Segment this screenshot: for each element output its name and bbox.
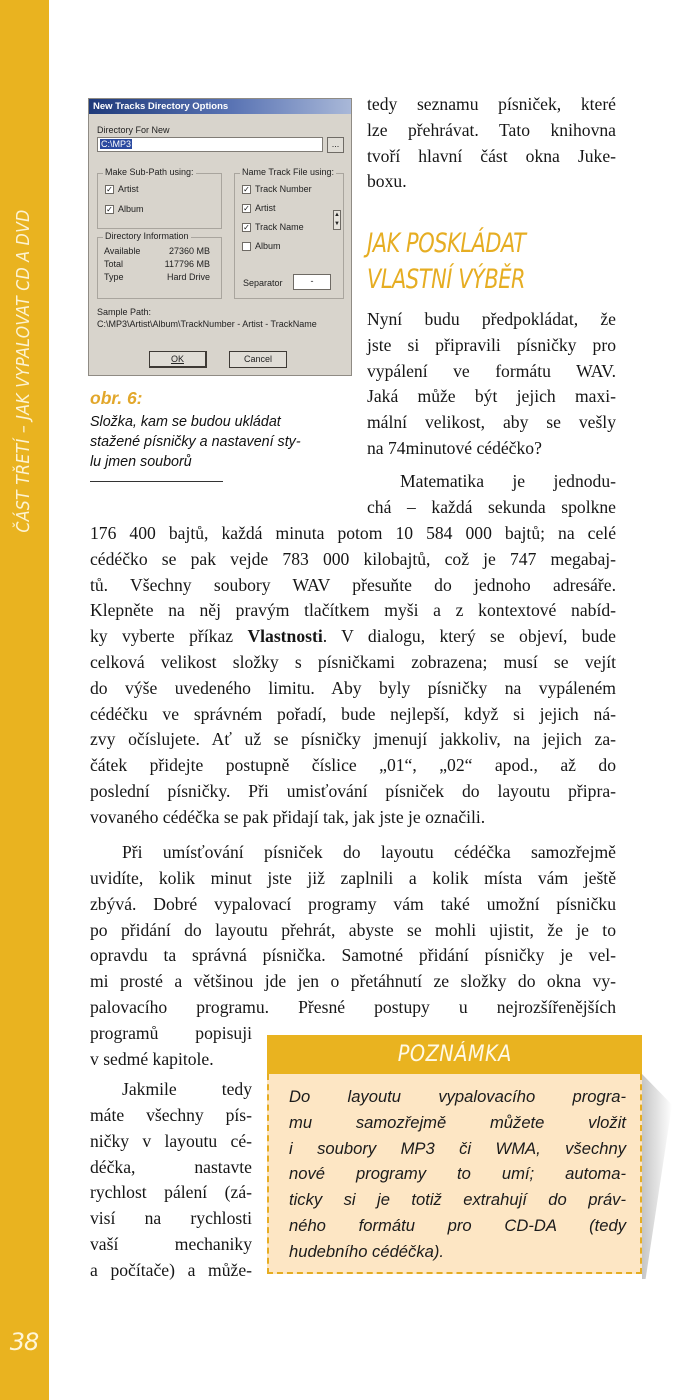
directory-info-group	[97, 231, 222, 299]
figure-label: obr. 6:	[90, 388, 143, 408]
info-value: Hard Drive	[166, 272, 210, 282]
text-line: a počítače) a může-	[90, 1259, 252, 1280]
text-line: palovacího programu. Přesné postupy u nejrozšířenějších	[90, 996, 616, 1017]
paragraph-math	[90, 521, 616, 831]
info-value: 117796 MB	[164, 259, 210, 269]
cancel-button[interactable]	[229, 351, 287, 368]
text-line: tedy seznamu písniček, které	[367, 94, 616, 114]
info-key: Available	[104, 246, 141, 256]
text-line: boxu.	[367, 171, 407, 192]
separator-input[interactable]: -	[293, 274, 331, 290]
text-line: tvoří hlavní část okna Juke-	[367, 145, 616, 166]
text-line: jste si připravili písničky pro	[367, 334, 616, 355]
text-line: vovaného cédéčka se pak přidají tak, jak jste je označili.	[90, 806, 486, 827]
info-row	[104, 259, 210, 269]
info-value: 27360 MB	[168, 246, 210, 256]
note-line: mu samozřejmě můžete vložit	[289, 1112, 626, 1132]
track-artist-checkbox[interactable]	[242, 203, 276, 213]
text-line: Nyní budu předpokládat, že	[367, 309, 616, 329]
text-line: vypálení ve formátu WAV.	[367, 360, 616, 381]
note-line: ného formátu pro CD-DA (tedy	[289, 1215, 626, 1235]
ok-label: OK	[170, 354, 184, 364]
check-icon: ✓	[243, 184, 250, 194]
info-key: Type	[104, 272, 124, 282]
section-heading	[367, 226, 526, 298]
text-line: zbývá. Dobré vypalovací programy vám také umožní písničku	[90, 893, 616, 914]
cancel-label: Cancel	[243, 354, 272, 364]
note-line: hudebního cédéčka).	[289, 1241, 444, 1261]
text-line: cédéčko se pak vejde 783 000 kilobajtů, což je 747 megabaj-	[90, 548, 616, 569]
arrow-up-icon[interactable]: ▲	[334, 212, 340, 218]
subpath-album-checkbox[interactable]	[105, 204, 144, 214]
text-line: lze přehrávat. Tato knihovna	[367, 119, 616, 140]
text-fragment: ky vyberte příkaz	[90, 626, 248, 647]
directory-value: C:\MP3	[101, 139, 132, 149]
text-line-with-bold	[90, 624, 616, 650]
text-line: Jaká může být jejich maxi-	[367, 386, 616, 407]
note-line: i soubory MP3 či WMA, všechny	[289, 1138, 626, 1158]
text-line: po přidání do layoutu přehrát, abyste se mohli ujistit, že je to	[90, 919, 616, 940]
text-fragment: . V dialogu, který se objeví, bude	[322, 626, 616, 647]
note-body	[267, 1074, 642, 1274]
page-number: 38	[9, 1328, 39, 1356]
text-line: čátek přidejte postupně číslice „01“, „02“ apod., až do	[90, 755, 616, 776]
text-line: cédéčku ve správném pořadí, bude nejlepší, když si jejich ná-	[90, 703, 616, 724]
info-key: Total	[104, 259, 124, 269]
text-line: Klepněte na něj pravým tlačítkem myši a z kontextové nabíd-	[90, 600, 616, 621]
checkbox-label: Artist	[118, 184, 139, 194]
track-name-checkbox[interactable]	[242, 222, 304, 232]
text-line: opravdu ta správná písnička. Samotné přidání písničky je vel-	[90, 945, 616, 966]
checkbox-label: Artist	[255, 203, 276, 213]
caption-rule	[90, 481, 223, 482]
bold-term: Vlastnosti	[247, 626, 323, 647]
text-line: tů. Všechny soubory WAV přesuňte do jednoho adresáře.	[90, 574, 616, 595]
paragraph-burn-first	[122, 1077, 252, 1103]
paragraph-layout-first	[122, 840, 616, 866]
dialog-titlebar: New Tracks Directory Options	[89, 99, 351, 114]
text-line: mi prosté a většinou jde jen o přetáhnutí ze složky do okna vy-	[90, 971, 616, 992]
paragraph-math-start-2	[367, 495, 616, 521]
text-line: zvy očíslujete. Ať už se písničky jmenují jakkoliv, na jejich za-	[90, 729, 616, 750]
caption-line: Složka, kam se budou ukládat	[90, 414, 281, 430]
track-file-group	[234, 167, 344, 299]
text-line: ničky v layoutu cé-	[90, 1130, 252, 1151]
text-line: na 74minutové cédéčko?	[367, 437, 542, 458]
sidebar-band	[0, 0, 49, 1400]
check-icon: ✓	[243, 222, 250, 232]
text-line: Matematika je jednodu-	[400, 471, 616, 491]
note-shadow	[642, 1074, 672, 1279]
checkbox-label: Track Number	[255, 184, 312, 194]
paragraph-intro	[367, 307, 616, 462]
track-album-checkbox[interactable]	[242, 241, 281, 251]
section-title: ČÁST TŘETÍ – JAK VYPALOVAT CD A DVD	[14, 209, 34, 533]
text-line: chá – každá sekunda spolkne	[367, 497, 616, 517]
text-line: programů popisuji	[90, 1023, 252, 1043]
text-line: celková velikost složky s písničkami zobrazena; musí se vejít	[90, 651, 616, 672]
paragraph-layout-end	[90, 1021, 252, 1073]
paragraph-layout	[90, 866, 616, 1021]
check-icon: ✓	[243, 203, 250, 213]
arrow-down-icon[interactable]: ▼	[334, 221, 340, 227]
directory-label: Directory For New	[97, 125, 170, 135]
track-file-legend: Name Track File using:	[242, 167, 335, 177]
separator-label: Separator	[243, 278, 283, 288]
info-row	[104, 246, 210, 256]
note-header	[267, 1035, 642, 1074]
subpath-group	[97, 167, 222, 229]
text-line: rychlost pálení (zá-	[90, 1182, 252, 1203]
text-line: mální velikost, aby se vešly	[367, 412, 616, 433]
note-line: Do layoutu vypalovacího progra-	[289, 1087, 626, 1106]
note-line: ticky si je totiž extrahují do práv-	[289, 1190, 626, 1210]
paragraph-jukebox	[367, 92, 616, 195]
figure-caption	[90, 412, 352, 472]
subpath-legend: Make Sub-Path using:	[105, 167, 194, 177]
checkbox-label: Album	[255, 241, 281, 251]
paragraph-burn	[90, 1103, 252, 1284]
text-line: Při umísťování písniček do layoutu cédéčka samozřejmě	[122, 842, 616, 862]
ok-button[interactable]	[149, 351, 207, 368]
paragraph-math-start	[400, 469, 616, 495]
text-line: vaší mechaniky	[90, 1233, 252, 1254]
note-title: POZNÁMKA	[397, 1042, 512, 1067]
text-line: 176 400 bajtů, každá minuta potom 10 584 000 bajtů; na celé	[90, 523, 616, 543]
subpath-artist-checkbox[interactable]	[105, 184, 139, 194]
heading-line: JAK POSKLÁDAT	[367, 228, 526, 259]
info-row	[104, 272, 210, 282]
unchecked-box-icon	[242, 242, 251, 251]
text-line: v sedmé kapitole.	[90, 1048, 214, 1069]
directory-info-legend: Directory Information	[105, 231, 189, 241]
text-line: Jakmile tedy	[122, 1079, 252, 1099]
heading-line: VLASTNÍ VÝBĚR	[367, 264, 526, 295]
directory-input[interactable]	[97, 137, 323, 152]
order-spinner[interactable]	[333, 210, 341, 230]
browse-button[interactable]: ...	[327, 137, 344, 153]
caption-line: lu jmen souborů	[90, 454, 192, 470]
track-number-checkbox[interactable]	[242, 184, 312, 194]
text-line: poslední písničky. Při umisťování písniček do layoutu připra-	[90, 780, 616, 801]
text-line: máte všechny pís-	[90, 1105, 252, 1125]
checkbox-label: Track Name	[255, 222, 304, 232]
caption-line: stažené písničky a nastavení sty-	[90, 434, 301, 450]
check-icon: ✓	[106, 204, 113, 214]
sample-path-value: C:\MP3\Artist\Album\TrackNumber - Artist - TrackName	[97, 319, 317, 329]
text-line: visí na rychlosti	[90, 1208, 252, 1229]
sample-path-label: Sample Path:	[97, 307, 152, 317]
text-line: uvidíte, kolik minut jste již zaplnili a kolik místa vám ještě	[90, 868, 616, 888]
dialog-screenshot	[88, 98, 352, 376]
text-line: do výše uvedeného limitu. Aby byly písničky na vypáleném	[90, 677, 616, 698]
check-icon: ✓	[106, 184, 113, 194]
text-line: déčka, nastavte	[90, 1156, 252, 1177]
checkbox-label: Album	[118, 204, 144, 214]
note-line: nové programy to umí; automa-	[289, 1164, 626, 1184]
